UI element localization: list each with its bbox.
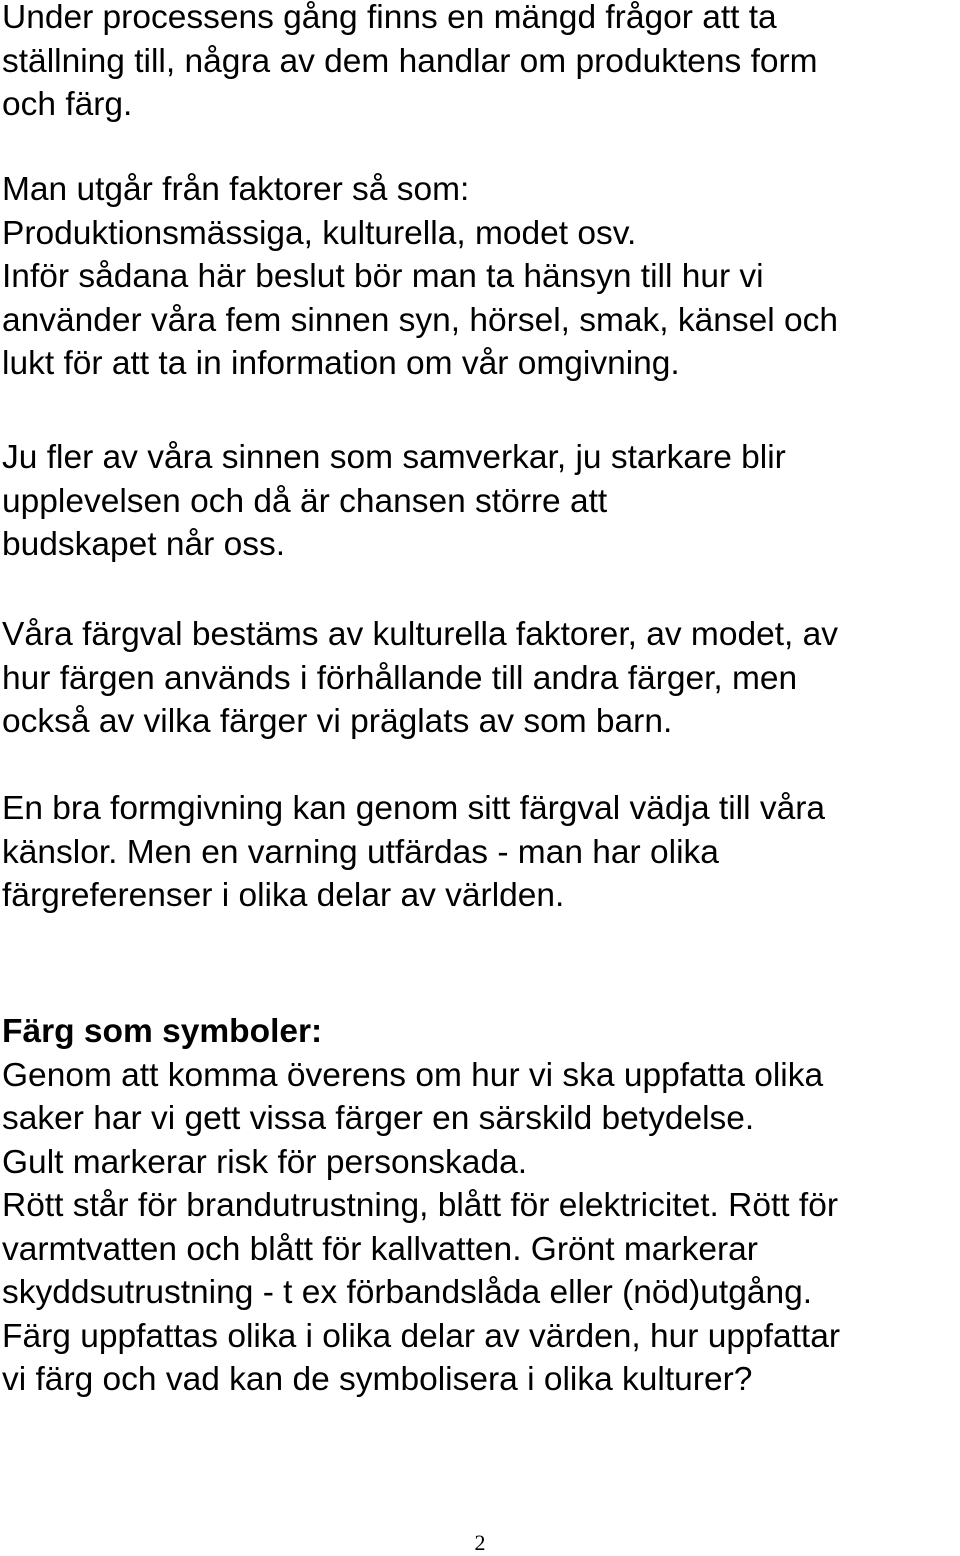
text-line: också av vilka färger vi präglats av som barn. — [2, 703, 673, 740]
text-line: En bra formgivning kan genom sitt färgval vädja till våra — [2, 790, 826, 827]
page-number: 2 — [474, 1530, 486, 1555]
text-line: Rött står för brandutrustning, blått för elektricitet. Rött för — [2, 1187, 838, 1224]
text-line: skyddsutrustning - t ex förbandslåda eller (nöd)utgång. — [2, 1274, 813, 1311]
text-line: varmtvatten och blått för kallvatten. Grönt markerar — [2, 1230, 758, 1268]
paragraph-intro — [2, 0, 958, 127]
section-color-symbols — [2, 1010, 958, 1402]
paragraph-senses — [2, 436, 958, 567]
paragraph-color-choices — [2, 613, 958, 744]
text-line: lukt för att ta in information om vår omgivning. — [2, 345, 680, 382]
text-line: Inför sådana här beslut bör man ta hänsyn till hur vi — [2, 258, 764, 295]
section-heading: Färg som symboler: — [2, 1013, 323, 1050]
text-line: och färg. — [2, 86, 133, 123]
text-line: Genom att komma överens om hur vi ska uppfatta olika — [2, 1056, 824, 1094]
text-line: Gult markerar risk för personskada. — [2, 1143, 528, 1181]
text-line: hur färgen används i förhållande till andra färger, men — [2, 659, 798, 697]
text-line: Våra färgval bestäms av kulturella faktorer, av modet, av — [2, 616, 839, 653]
text-line: färgreferenser i olika delar av världen. — [2, 877, 565, 914]
text-line: använder våra fem sinnen syn, hörsel, smak, känsel och — [2, 301, 839, 339]
text-line: Ju fler av våra sinnen som samverkar, ju starkare blir — [2, 439, 786, 476]
text-line: Produktionsmässiga, kulturella, modet osv. — [2, 214, 637, 252]
paragraph-design — [2, 787, 958, 918]
text-line: Man utgår från faktorer så som: — [2, 171, 470, 208]
text-line: upplevelsen och då är chansen större att — [2, 482, 608, 520]
text-line: känslor. Men en varning utfärdas - man har olika — [2, 833, 719, 871]
text-line: ställning till, några av dem handlar om produktens form — [2, 42, 818, 80]
paragraph-factors — [2, 168, 958, 386]
text-line: saker har vi gett vissa färger en särskild betydelse. — [2, 1100, 755, 1137]
text-line: Färg uppfattas olika i olika delar av värden, hur uppfattar — [2, 1317, 840, 1355]
text-line: vi färg och vad kan de symbolisera i olika kulturer? — [2, 1361, 753, 1398]
text-line: Under processens gång finns en mängd frågor att ta — [2, 0, 777, 36]
text-line: budskapet når oss. — [2, 526, 286, 563]
